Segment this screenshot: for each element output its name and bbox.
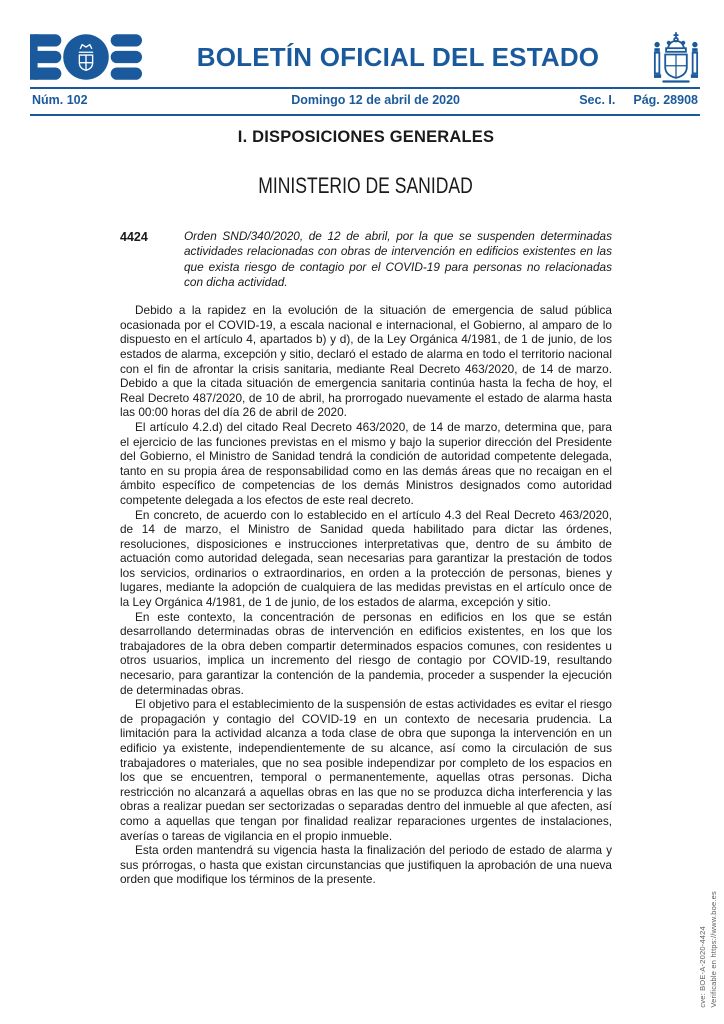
order-item-summary: Orden SND/340/2020, de 12 de abril, por la que se suspenden determinadas actividades relacionadas con obras de intervención en edificios existentes en las que exista riesgo de contagio por el COVID-19 para personas no relacionadas con dicha actividad. (184, 229, 612, 289)
header-rule-bottom (30, 114, 700, 116)
document-body (120, 128, 612, 887)
order-preamble (120, 303, 612, 887)
issue-meta-row (30, 89, 700, 112)
paragraph-5: El objetivo para el establecimiento de la suspensión de estas actividades es evitar el riesgo de propagación y contagio del COVID-19 en un contexto de necesaria prudencia. La limitación para la actividad alcanza a toda clase de obra que suponga la intervención en un edificio ya existente, independientemente de su alcance, así como la circulación de sus trabajadores o materiales, que no sea posible independizar por completo de los espacios en los que se encuentren, temporal o permanentemente, aquellas otras personas. Dicha restricción no alcanzará a aquellas obras en las que no se produzca dicha interferencia y las obras a realizar puedan ser sectorizadas o separadas dentro del inmueble al que afecten, así como a aquellas que tengan por finalidad realizar reparaciones urgentes de instalaciones, averías o tareas de vigilancia en el propio inmueble. (120, 697, 612, 843)
paragraph-1: Debido a la rapidez en la evolución de la situación de emergencia de salud pública ocasionada por el COVID-19, a escala nacional e internacional, el Gobierno, al amparo de lo dispuesto en el artículo 4, apartados b) y d), de la Ley Orgánica 4/1981, de 1 de junio, de los estados de alarma, excepción y sitio, declaró el estado de alarma en todo el territorio nacional con el fin de afrontar la crisis sanitaria, mediante Real Decreto 463/2020, de 14 de marzo. Debido a que la citada situación de emergencia sanitaria continúa hasta la fecha de hoy, el Real Decreto 487/2020, de 10 de abril, ha prorrogado nuevamente el estado de alarma hasta las 00:00 horas del día 26 de abril de 2020. (120, 303, 612, 420)
issue-number: Núm. 102 (32, 93, 88, 107)
gazette-title: BOLETÍN OFICIAL DEL ESTADO (196, 41, 600, 72)
paragraph-3: En concreto, de acuerdo con lo establecido en el artículo 4.3 del Real Decreto 463/2020, de 14 de marzo, el Ministro de Sanidad queda habilitado para dictar las órdenes, resoluciones, disposiciones e instrucciones interpretativas que, dentro de su ámbito de actuación como autoridad delegada, sean necesarias para garantizar la prestación de todos los servicios, ordinarios o extraordinarios, en orden a la protección de personas, bienes y lugares, mediante la adopción de cualquiera de las medidas previstas en el artículo once de la Ley Orgánica 4/1981, de 1 de junio, de los estados de alarma, excepción y sitio. (120, 507, 612, 610)
paragraph-2: El artículo 4.2.d) del citado Real Decreto 463/2020, de 14 de marzo, determina que, para el ejercicio de las funciones previstas en el mismo y bajo la superior dirección del Presidente del Gobierno, el Ministro de Sanidad tendrá la condición de autoridad competente delegada, tanto en su propia área de responsabilidad como en las demás áreas que no recaigan en el ámbito específico de competencias de los demás Ministros designados como autoridad competente delegada a los efectos de este real decreto. (120, 419, 612, 507)
spain-coat-of-arms-icon (648, 32, 700, 86)
order-item-number: 4424 (120, 230, 148, 244)
section-label: Sec. I. (579, 93, 616, 107)
cve-verification-url: Verificable en https://www.boe.es (709, 891, 718, 1008)
cve-vertical-sidebar (697, 891, 719, 1008)
issue-date: Domingo 12 de abril de 2020 (291, 93, 461, 107)
ministry-title (120, 173, 612, 199)
ministry-title-text: MINISTERIO DE SANIDAD (258, 173, 474, 198)
order-item (120, 229, 612, 290)
paragraph-4: En este contexto, la concentración de personas en edificios en los que se están desarrollando determinadas obras de intervención en edificios existentes, en los que los trabajadores de la obra deben compartir determinados espacios comunes, con residentes u otros usuarios, implica un incremento del riesgo de contagio por COVID-19, resultando necesario, para garantizar la contención de la pandemia, proceder a suspender la ejecución de determinadas obras. (120, 609, 612, 697)
paragraph-6: Esta orden mantendrá su vigencia hasta la finalización del periodo de estado de alarma y sus prórrogas, o hasta que existan circunstancias que justifiquen la aprobación de una nueva orden que modifique los términos de la presente. (120, 843, 612, 887)
cve-code: cve: BOE-A-2020-4424 (698, 926, 707, 1008)
boe-logo-icon (30, 34, 148, 85)
section-title: I. DISPOSICIONES GENERALES (237, 128, 495, 146)
masthead (30, 33, 700, 116)
page-number-label: Pág. 28908 (633, 93, 698, 107)
section-page-group (579, 93, 698, 107)
masthead-row (30, 33, 700, 85)
